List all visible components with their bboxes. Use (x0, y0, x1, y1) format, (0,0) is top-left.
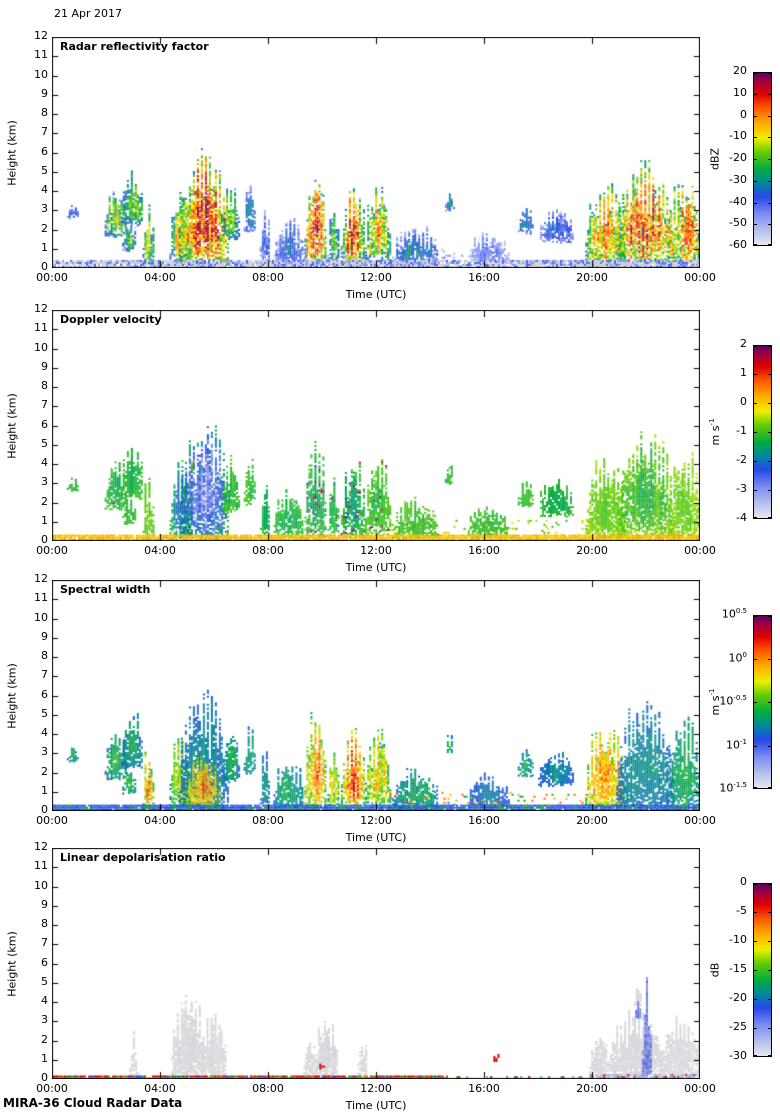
colorbar-tick-label: $10^{-0.5}$ (719, 694, 747, 708)
panel-title: Radar reflectivity factor (60, 40, 209, 53)
colorbar-tick-label: 20 (733, 64, 747, 77)
x-tick-label: 16:00 (468, 271, 500, 284)
ldr-plot-canvas (52, 848, 700, 1079)
colorbar-tick-mark (768, 970, 772, 971)
y-axis-label: Height (km) (5, 930, 19, 997)
colorbar-tick-mark (768, 1055, 772, 1056)
x-tick-label: 00:00 (684, 544, 716, 557)
colorbar-tick-mark (753, 746, 757, 747)
colorbar-tick-mark (753, 702, 757, 703)
x-axis-label: Time (UTC) (345, 561, 407, 574)
y-tick-label: 6 (41, 417, 48, 431)
x-tick-label: 04:00 (144, 544, 176, 557)
y-tick-label: 5 (41, 436, 48, 450)
x-tick-label: 16:00 (468, 544, 500, 557)
colorbar-tick-label: -4 (736, 511, 747, 524)
colorbar-tick-mark (768, 181, 772, 182)
x-tick-label: 00:00 (36, 271, 68, 284)
reflectivity-plot-canvas (52, 37, 700, 268)
y-tick-label: 5 (41, 163, 48, 177)
colorbar-spectral-width (708, 607, 772, 795)
colorbar-tick-label: -20 (729, 991, 747, 1004)
colorbar-tick-label: -15 (729, 962, 747, 975)
y-tick-label: 1 (41, 513, 48, 527)
x-axis-label: Time (UTC) (345, 1099, 407, 1112)
y-tick-label: 8 (41, 649, 48, 662)
panel-doppler-velocity (5, 302, 747, 574)
y-tick-label: 10 (34, 610, 48, 624)
colorbar-tick-mark (768, 461, 772, 462)
colorbar-tick-mark (768, 203, 772, 204)
colorbar-tick-mark (768, 659, 772, 660)
y-tick-label: 11 (34, 321, 48, 335)
date-title: 21 Apr 2017 (54, 7, 123, 20)
colorbar-tick-mark (753, 159, 757, 160)
colorbar-tick-mark (768, 374, 772, 375)
doppler-velocity-plot-canvas (52, 310, 700, 541)
x-tick-label: 00:00 (684, 271, 716, 284)
colorbar-tick-label: 2 (740, 337, 747, 350)
x-tick-label: 00:00 (36, 1082, 68, 1095)
colorbar-tick-mark (768, 244, 772, 245)
colorbar-tick-mark (753, 181, 757, 182)
colorbar-unit-label: dB (708, 962, 722, 978)
colorbar-tick-mark (753, 1055, 757, 1056)
colorbar-tick-label: -20 (729, 151, 747, 164)
y-tick-label: 2 (41, 764, 48, 778)
y-axis-label: Height (km) (5, 662, 19, 729)
figure-footer: MIRA-36 Cloud Radar Data (3, 1096, 183, 1110)
colorbar-tick-label: -1 (736, 424, 747, 437)
y-tick-label: 1 (41, 783, 48, 797)
y-tick-label: 11 (34, 591, 48, 605)
colorbar-tick-mark (753, 94, 757, 95)
y-tick-label: 8 (41, 379, 48, 392)
x-tick-label: 04:00 (144, 1082, 176, 1095)
colorbar-tick-label: $10^{-1.5}$ (719, 781, 747, 795)
x-tick-label: 20:00 (576, 271, 608, 284)
colorbar-tick-label: 0 (740, 107, 747, 121)
y-tick-label: 7 (41, 398, 48, 412)
colorbar-tick-mark (768, 73, 772, 74)
panel-title: Spectral width (60, 583, 151, 596)
y-tick-label: 9 (41, 629, 48, 643)
colorbar-unit-label: dBZ (708, 147, 722, 171)
y-tick-label: 9 (41, 359, 48, 373)
x-tick-label: 20:00 (576, 814, 608, 827)
x-tick-label: 20:00 (576, 544, 608, 557)
y-tick-label: 3 (41, 202, 48, 216)
y-tick-label: 4 (41, 456, 48, 469)
colorbar-tick-mark (768, 224, 772, 225)
colorbar-tick-mark (753, 432, 757, 433)
y-tick-label: 9 (41, 897, 48, 911)
y-tick-label: 1 (41, 1051, 48, 1065)
y-tick-label: 2 (41, 1032, 48, 1046)
y-tick-label: 11 (34, 859, 48, 873)
colorbar-tick-mark (768, 159, 772, 160)
x-axis-label: Time (UTC) (345, 831, 407, 844)
y-tick-label: 2 (41, 221, 48, 235)
colorbar-unit-label: m $s^{-1}$ (708, 688, 722, 716)
colorbar-tick-mark (753, 884, 757, 885)
y-tick-label: 0 (41, 1071, 48, 1084)
colorbar-tick-label: -50 (729, 216, 747, 230)
colorbar-tick-mark (753, 116, 757, 117)
colorbar-tick-mark (768, 432, 772, 433)
colorbar-tick-mark (753, 73, 757, 74)
y-tick-label: 7 (41, 125, 48, 139)
colorbar-tick-label: -25 (729, 1020, 747, 1033)
colorbar-tick-mark (768, 116, 772, 117)
x-tick-label: 08:00 (252, 1082, 284, 1095)
x-tick-label: 12:00 (360, 544, 392, 557)
x-tick-label: 12:00 (360, 271, 392, 284)
spectral-width-plot-canvas (52, 580, 700, 811)
y-tick-label: 5 (41, 974, 48, 988)
colorbar-velocity (708, 337, 772, 524)
colorbar-tick-mark (753, 970, 757, 971)
colorbar-tick-mark (753, 203, 757, 204)
panel-reflectivity (5, 29, 747, 301)
colorbar-tick-label: -60 (729, 238, 747, 251)
colorbar-tick-mark (753, 999, 757, 1000)
x-tick-label: 16:00 (468, 1082, 500, 1095)
colorbar-tick-label: $10^{-1}$ (726, 737, 747, 752)
x-tick-label: 08:00 (252, 544, 284, 557)
y-tick-label: 8 (41, 106, 48, 119)
colorbar-tick-mark (753, 137, 757, 138)
colorbar-tick-mark (753, 490, 757, 491)
x-tick-label: 04:00 (144, 271, 176, 284)
colorbar-tick-mark (768, 787, 772, 788)
x-tick-label: 16:00 (468, 814, 500, 827)
colorbar-tick-mark (768, 137, 772, 138)
colorbar-tick-mark (753, 659, 757, 660)
colorbar-tick-label: -2 (736, 453, 747, 466)
y-tick-label: 11 (34, 48, 48, 62)
y-tick-label: 6 (41, 144, 48, 158)
colorbar-tick-mark (768, 746, 772, 747)
y-tick-label: 12 (34, 29, 48, 42)
colorbar-tick-mark (753, 224, 757, 225)
colorbar-tick-mark (768, 517, 772, 518)
y-tick-label: 10 (34, 878, 48, 892)
colorbar-tick-mark (753, 912, 757, 913)
colorbar-tick-label: 0 (740, 395, 747, 408)
y-tick-label: 6 (41, 955, 48, 969)
x-tick-label: 00:00 (36, 544, 68, 557)
colorbar-tick-mark (768, 1028, 772, 1029)
colorbar-tick-mark (753, 374, 757, 375)
colorbar-tick-mark (753, 787, 757, 788)
y-tick-label: 1 (41, 240, 48, 254)
colorbar-tick-label: -30 (729, 172, 747, 186)
y-tick-label: 9 (41, 86, 48, 100)
x-tick-label: 12:00 (360, 1082, 392, 1095)
colorbar-tick-label: -10 (729, 129, 747, 143)
colorbar-tick-label: $10^{0.5}$ (721, 607, 747, 621)
colorbar-tick-mark (768, 616, 772, 617)
x-tick-label: 08:00 (252, 271, 284, 284)
colorbar-tick-mark (753, 403, 757, 404)
x-axis-label: Time (UTC) (345, 288, 407, 301)
colorbar-tick-mark (753, 941, 757, 942)
colorbar-tick-mark (768, 884, 772, 885)
colorbar-tick-mark (768, 403, 772, 404)
panel-spectral-width (5, 572, 747, 844)
panel-title: Doppler velocity (60, 313, 162, 326)
colorbar-tick-label: -40 (729, 194, 747, 208)
y-tick-label: 3 (41, 1013, 48, 1027)
y-tick-label: 12 (34, 840, 48, 853)
colorbar-tick-label: -5 (736, 904, 747, 917)
y-axis-label: Height (km) (5, 119, 19, 186)
y-tick-label: 10 (34, 67, 48, 81)
colorbar-tick-label: 1 (740, 366, 747, 379)
colorbar-ldr (708, 875, 772, 1062)
colorbar-tick-mark (768, 941, 772, 942)
colorbar-tick-mark (768, 346, 772, 347)
x-tick-label: 12:00 (360, 814, 392, 827)
colorbar-tick-mark (768, 912, 772, 913)
y-tick-label: 4 (41, 183, 48, 196)
colorbar-tick-mark (768, 702, 772, 703)
colorbar-tick-mark (753, 244, 757, 245)
x-tick-label: 00:00 (36, 814, 68, 827)
colorbar-tick-mark (753, 616, 757, 617)
y-axis-label: Height (km) (5, 392, 19, 459)
x-tick-label: 20:00 (576, 1082, 608, 1095)
y-tick-label: 0 (41, 803, 48, 816)
y-tick-label: 2 (41, 494, 48, 508)
x-tick-label: 08:00 (252, 814, 284, 827)
y-tick-label: 0 (41, 260, 48, 273)
y-tick-label: 6 (41, 687, 48, 701)
y-tick-label: 12 (34, 302, 48, 315)
y-tick-label: 5 (41, 706, 48, 720)
x-tick-label: 00:00 (684, 814, 716, 827)
colorbar-tick-mark (753, 461, 757, 462)
y-tick-label: 4 (41, 994, 48, 1007)
colorbar-tick-label: -30 (729, 1049, 747, 1062)
y-tick-label: 10 (34, 340, 48, 354)
colorbar-tick-mark (753, 517, 757, 518)
colorbar-tick-mark (768, 94, 772, 95)
y-tick-label: 12 (34, 572, 48, 585)
y-tick-label: 0 (41, 533, 48, 546)
y-tick-label: 3 (41, 745, 48, 759)
colorbar-tick-mark (768, 490, 772, 491)
colorbar-unit-label: m $s^{-1}$ (708, 418, 722, 446)
colorbar-tick-label: $10^0$ (728, 650, 747, 665)
y-tick-label: 7 (41, 668, 48, 682)
x-tick-label: 00:00 (684, 1082, 716, 1095)
colorbar-tick-label: -3 (736, 482, 747, 495)
colorbar-tick-label: -10 (729, 933, 747, 946)
y-tick-label: 4 (41, 726, 48, 739)
y-tick-label: 8 (41, 917, 48, 930)
colorbar-tick-mark (753, 346, 757, 347)
panel-title: Linear depolarisation ratio (60, 851, 226, 864)
colorbar-tick-mark (768, 999, 772, 1000)
colorbar-tick-label: 0 (740, 875, 747, 888)
colorbar-tick-label: 10 (733, 85, 747, 99)
x-tick-label: 04:00 (144, 814, 176, 827)
colorbar-tick-mark (753, 1028, 757, 1029)
y-tick-label: 7 (41, 936, 48, 950)
y-tick-label: 3 (41, 475, 48, 489)
colorbar-dbz (708, 64, 772, 251)
